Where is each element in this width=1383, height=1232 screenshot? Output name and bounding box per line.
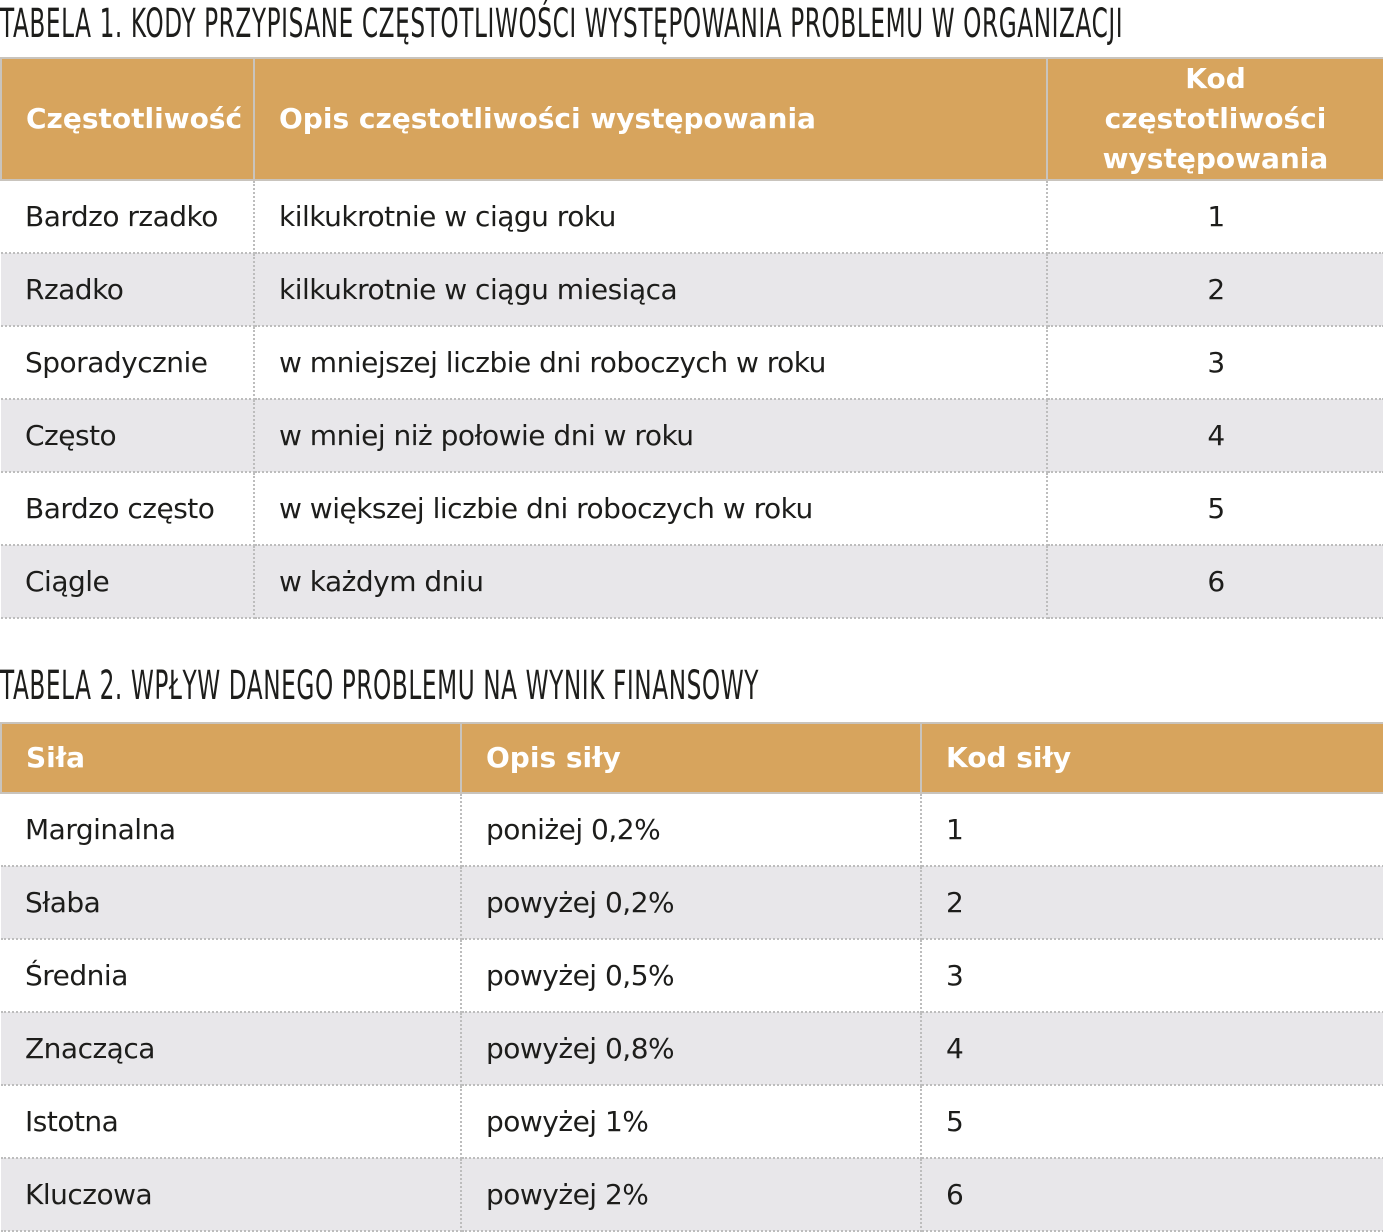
cell-code: 5 (921, 1085, 1383, 1158)
cell-frequency: Ciągle (1, 545, 254, 618)
table-row (1, 399, 1383, 472)
cell-description: kilkukrotnie w ciągu miesiąca (254, 253, 1047, 326)
table2-title: TABELA 2. WPŁYW DANEGO PROBLEMU NA WYNIK FINANSOWY (0, 663, 760, 709)
cell-description: kilkukrotnie w ciągu roku (254, 180, 1047, 253)
frequency-codes-table (0, 57, 1383, 619)
column-header-strength: Siła (1, 723, 461, 793)
cell-description: powyżej 1% (461, 1085, 921, 1158)
table-row (1, 545, 1383, 618)
cell-description: poniżej 0,2% (461, 793, 921, 866)
cell-code: 5 (1047, 472, 1383, 545)
table-row (1, 866, 1383, 939)
cell-frequency: Rzadko (1, 253, 254, 326)
cell-description: w każdym dniu (254, 545, 1047, 618)
cell-strength: Słaba (1, 866, 461, 939)
column-header-frequency-description: Opis częstotliwości występowania (254, 58, 1047, 180)
cell-strength: Kluczowa (1, 1158, 461, 1231)
cell-frequency: Bardzo często (1, 472, 254, 545)
cell-description: powyżej 0,2% (461, 866, 921, 939)
cell-frequency: Bardzo rzadko (1, 180, 254, 253)
cell-description: w większej liczbie dni roboczych w roku (254, 472, 1047, 545)
cell-code: 1 (1047, 180, 1383, 253)
table-row (1, 1012, 1383, 1085)
table-row (1, 1085, 1383, 1158)
cell-strength: Istotna (1, 1085, 461, 1158)
table-row (1, 939, 1383, 1012)
table-row (1, 1158, 1383, 1231)
cell-frequency: Często (1, 399, 254, 472)
cell-description: w mniej niż połowie dni w roku (254, 399, 1047, 472)
table-header-row (1, 58, 1383, 180)
cell-description: powyżej 2% (461, 1158, 921, 1231)
column-header-strength-code: Kod siły (921, 723, 1383, 793)
table-header-row (1, 723, 1383, 793)
cell-description: w mniejszej liczbie dni roboczych w roku (254, 326, 1047, 399)
cell-code: 4 (921, 1012, 1383, 1085)
cell-code: 2 (1047, 253, 1383, 326)
table-row (1, 253, 1383, 326)
cell-code: 1 (921, 793, 1383, 866)
financial-impact-table (0, 722, 1383, 1232)
table-row (1, 472, 1383, 545)
column-header-frequency-code: Kod częstotliwości występowania (1047, 58, 1383, 180)
cell-code: 6 (1047, 545, 1383, 618)
cell-strength: Średnia (1, 939, 461, 1012)
cell-code: 6 (921, 1158, 1383, 1231)
cell-strength: Znacząca (1, 1012, 461, 1085)
column-header-frequency: Częstotliwość (1, 58, 254, 180)
table-row (1, 180, 1383, 253)
table-row (1, 326, 1383, 399)
column-header-strength-description: Opis siły (461, 723, 921, 793)
cell-frequency: Sporadycznie (1, 326, 254, 399)
cell-code: 2 (921, 866, 1383, 939)
cell-code: 4 (1047, 399, 1383, 472)
cell-description: powyżej 0,8% (461, 1012, 921, 1085)
table1-title: TABELA 1. KODY PRZYPISANE CZĘSTOTLIWOŚCI WYSTĘPOWANIA PROBLEMU W ORGANIZACJI (0, 1, 1124, 47)
table-row (1, 793, 1383, 866)
cell-description: powyżej 0,5% (461, 939, 921, 1012)
cell-code: 3 (921, 939, 1383, 1012)
cell-code: 3 (1047, 326, 1383, 399)
cell-strength: Marginalna (1, 793, 461, 866)
